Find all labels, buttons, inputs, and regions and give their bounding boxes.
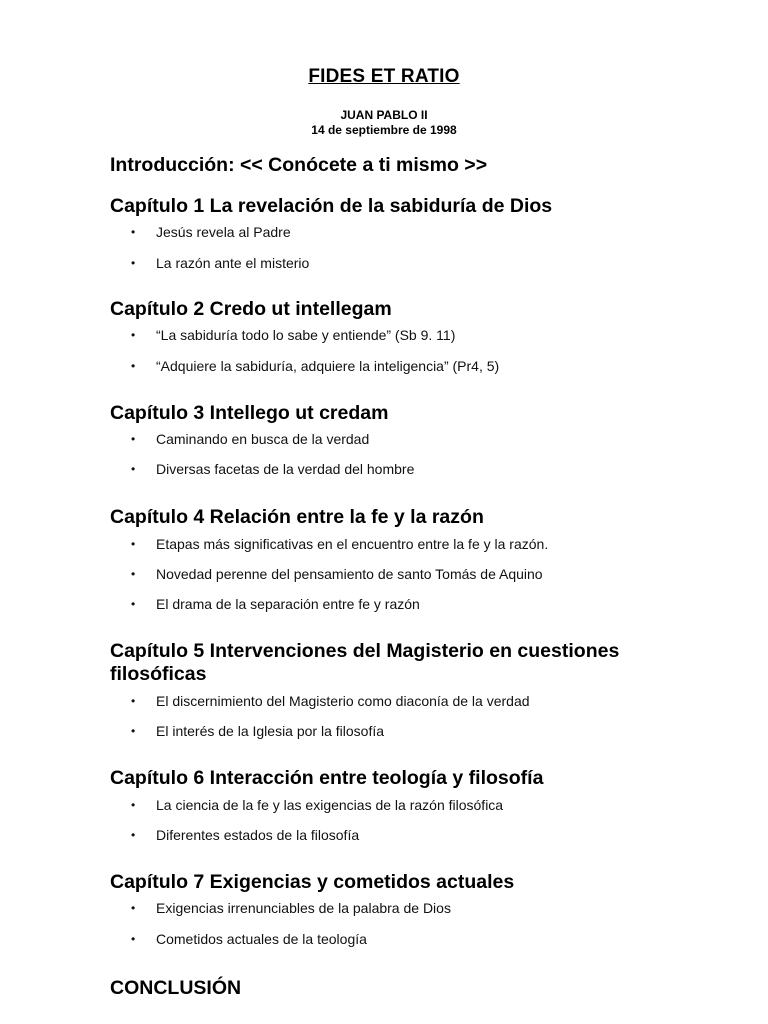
list-item-text: “Adquiere la sabiduría, adquiere la inteligencia” (Pr4, 5): [156, 358, 500, 374]
list-item: [131, 899, 731, 917]
list-item: [131, 565, 731, 583]
list-item-text: La ciencia de la fe y las exigencias de la razón filosófica: [156, 797, 504, 813]
list-item: [131, 430, 731, 448]
chapter-3-heading: Capítulo 3 Intellego ut credam: [110, 402, 389, 424]
list-item-text: Exigencias irrenunciables de la palabra de Dios: [156, 900, 451, 916]
list-item-text: Novedad perenne del pensamiento de santo Tomás de Aquino: [156, 566, 543, 582]
introduction-heading: Introducción: << Conócete a ti mismo >>: [110, 154, 488, 176]
list-item-text: Caminando en busca de la verdad: [156, 431, 370, 447]
list-item: [131, 357, 731, 375]
list-item-text: El interés de la Iglesia por la filosofía: [156, 723, 385, 739]
list-item-text: Diversas facetas de la verdad del hombre: [156, 461, 415, 477]
list-item-text: La razón ante el misterio: [156, 255, 310, 271]
list-item-text: Etapas más significativas en el encuentro entre la fe y la razón.: [156, 536, 549, 552]
bullet-icon: •: [131, 567, 136, 581]
list-item-text: El drama de la separación entre fe y razón: [156, 596, 420, 612]
list-item-text: Cometidos actuales de la teología: [156, 931, 367, 947]
list-item: [131, 326, 731, 344]
bullet-icon: •: [131, 901, 136, 915]
list-item: [131, 535, 731, 553]
bullet-icon: •: [131, 724, 136, 738]
bullet-icon: •: [131, 694, 136, 708]
list-item: [131, 223, 731, 241]
bullet-icon: •: [131, 359, 136, 373]
list-item-text: “La sabiduría todo lo sabe y entiende” (Sb 9. 11): [156, 327, 456, 343]
bullet-icon: •: [131, 828, 136, 842]
list-item: [131, 692, 731, 710]
chapter-7-heading: Capítulo 7 Exigencias y cometidos actuales: [110, 871, 515, 893]
chapter-5-heading: Capítulo 5 Intervenciones del Magisterio en cuestiones filosóficas: [110, 640, 620, 685]
bullet-icon: •: [131, 256, 136, 270]
list-item: [131, 460, 731, 478]
bullet-icon: •: [131, 597, 136, 611]
list-item-text: Diferentes estados de la filosofía: [156, 827, 360, 843]
list-item: [131, 254, 731, 272]
list-item: [131, 796, 731, 814]
list-item: [131, 722, 731, 740]
bullet-icon: •: [131, 328, 136, 342]
list-item-text: El discernimiento del Magisterio como diaconía de la verdad: [156, 693, 530, 709]
document-title: FIDES ET RATIO: [308, 66, 460, 87]
list-item: [131, 930, 731, 948]
bullet-icon: •: [131, 798, 136, 812]
bullet-icon: •: [131, 537, 136, 551]
list-item-text: Jesús revela al Padre: [156, 224, 291, 240]
bullet-icon: •: [131, 462, 136, 476]
document-author: JUAN PABLO II: [340, 108, 428, 122]
document-date: 14 de septiembre de 1998: [311, 123, 457, 137]
chapter-4-heading: Capítulo 4 Relación entre la fe y la razón: [110, 506, 484, 528]
list-item: [131, 826, 731, 844]
chapter-6-heading: Capítulo 6 Interacción entre teología y filosofía: [110, 767, 544, 789]
bullet-icon: •: [131, 225, 136, 239]
list-item: [131, 595, 731, 613]
chapter-2-heading: Capítulo 2 Credo ut intellegam: [110, 298, 392, 320]
chapter-1-heading: Capítulo 1 La revelación de la sabiduría de Dios: [110, 195, 553, 217]
bullet-icon: •: [131, 432, 136, 446]
conclusion-heading: CONCLUSIÓN: [110, 977, 242, 999]
bullet-icon: •: [131, 932, 136, 946]
